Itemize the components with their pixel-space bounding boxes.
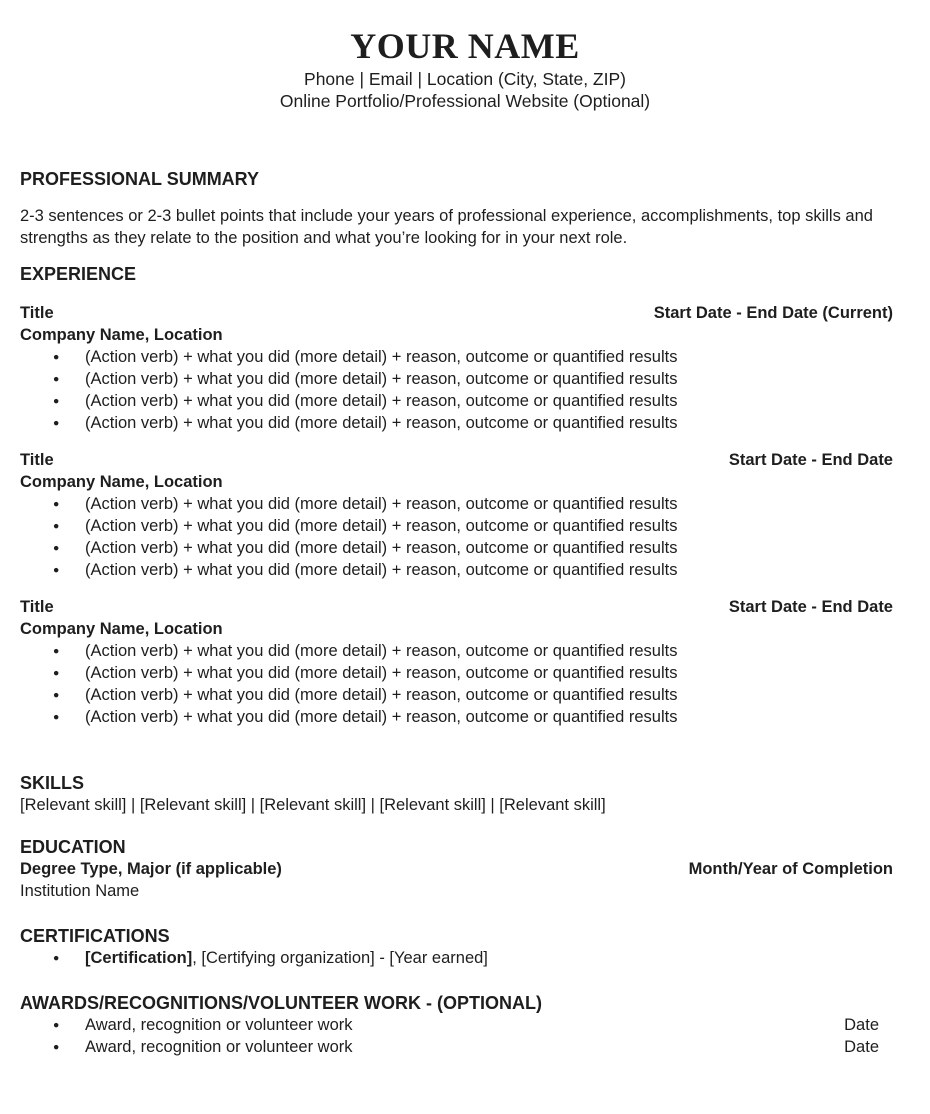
job-bullet-text: (Action verb) + what you did (more detail) + reason, outcome or quantified results <box>85 517 678 535</box>
bullet-icon: ● <box>53 417 60 429</box>
bullet-icon: ● <box>53 373 60 385</box>
job-bullet-list <box>20 346 893 434</box>
job-bullet-text: (Action verb) + what you did (more detail) + reason, outcome or quantified results <box>85 495 678 513</box>
job-bullet-text: (Action verb) + what you did (more detail) + reason, outcome or quantified results <box>85 686 678 704</box>
institution-name: Institution Name <box>20 882 140 900</box>
completion-date: Month/Year of Completion <box>688 860 893 878</box>
job-bullet <box>20 368 893 390</box>
degree-type: Degree Type, Major (if applicable) <box>20 860 282 878</box>
company-name: Company Name, Location <box>20 473 223 491</box>
resume-header <box>0 24 930 112</box>
experience-entry <box>20 596 893 728</box>
job-dates: Start Date - End Date (Current) <box>653 304 893 322</box>
award-text: Award, recognition or volunteer work <box>85 1016 353 1034</box>
certification-name: [Certification] <box>85 949 193 967</box>
skills-heading: SKILLS <box>20 773 85 793</box>
bullet-icon: ● <box>53 520 60 532</box>
job-dates: Start Date - End Date <box>728 451 893 469</box>
job-bullet-text: (Action verb) + what you did (more detail) + reason, outcome or quantified results <box>85 664 678 682</box>
bullet-icon: ● <box>53 351 60 363</box>
job-bullet-list <box>20 640 893 728</box>
summary-heading: PROFESSIONAL SUMMARY <box>20 169 260 189</box>
job-dates: Start Date - End Date <box>728 598 893 616</box>
bullet-icon: ● <box>53 1019 60 1031</box>
award-text: Award, recognition or volunteer work <box>85 1038 353 1056</box>
bullet-icon: ● <box>53 952 60 964</box>
contact-line: Phone | Email | Location (City, State, ZIP) <box>304 69 626 89</box>
job-bullet <box>20 493 893 515</box>
job-bullet <box>20 346 893 368</box>
section-education <box>20 836 893 902</box>
job-bullet-list <box>20 493 893 581</box>
education-heading: EDUCATION <box>20 837 126 857</box>
bullet-icon: ● <box>53 542 60 554</box>
job-bullet-text: (Action verb) + what you did (more detail) + reason, outcome or quantified results <box>85 414 678 432</box>
skills-list: [Relevant skill] | [Relevant skill] | [Relevant skill] | [Relevant skill] | [Relevant skill] <box>20 796 606 814</box>
experience-entry <box>20 449 893 581</box>
bullet-icon: ● <box>53 564 60 576</box>
certification-item <box>20 947 893 969</box>
job-bullet <box>20 412 893 434</box>
job-bullet-text: (Action verb) + what you did (more detail) + reason, outcome or quantified results <box>85 539 678 557</box>
job-bullet-text: (Action verb) + what you did (more detail) + reason, outcome or quantified results <box>85 561 678 579</box>
experience-entry <box>20 302 893 434</box>
job-bullet <box>20 640 893 662</box>
job-bullet-text: (Action verb) + what you did (more detail) + reason, outcome or quantified results <box>85 348 678 366</box>
section-experience <box>20 263 893 728</box>
award-item <box>20 1036 893 1058</box>
job-bullet <box>20 390 893 412</box>
award-list <box>20 1014 893 1058</box>
certification-list <box>20 947 893 969</box>
website-line: Online Portfolio/Professional Website (Optional) <box>279 91 651 111</box>
bullet-icon: ● <box>53 498 60 510</box>
job-bullet <box>20 662 893 684</box>
company-name: Company Name, Location <box>20 620 223 638</box>
bullet-icon: ● <box>53 1041 60 1053</box>
bullet-icon: ● <box>53 689 60 701</box>
company-name: Company Name, Location <box>20 326 223 344</box>
bullet-icon: ● <box>53 645 60 657</box>
candidate-name: YOUR NAME <box>350 26 580 66</box>
award-date: Date <box>844 1038 879 1056</box>
summary-body: 2-3 sentences or 2-3 bullet points that include your years of professional experience, accomplishments, top skills and strengths as they relate to the position and what you’re looking for in your next role. <box>20 207 873 247</box>
bullet-icon: ● <box>53 711 60 723</box>
award-item <box>20 1014 893 1036</box>
job-bullet <box>20 706 893 728</box>
job-title: Title <box>20 304 54 322</box>
bullet-icon: ● <box>53 395 60 407</box>
section-certifications <box>20 925 893 969</box>
section-professional-summary <box>20 168 893 249</box>
job-bullet <box>20 684 893 706</box>
awards-heading: AWARDS/RECOGNITIONS/VOLUNTEER WORK - (OPTIONAL) <box>20 993 542 1013</box>
job-bullet <box>20 537 893 559</box>
job-title: Title <box>20 598 54 616</box>
job-bullet-text: (Action verb) + what you did (more detail) + reason, outcome or quantified results <box>85 642 678 660</box>
experience-heading: EXPERIENCE <box>20 264 137 284</box>
job-title: Title <box>20 451 54 469</box>
job-bullet <box>20 559 893 581</box>
certification-detail: , [Certifying organization] - [Year earned] <box>192 949 488 967</box>
award-date: Date <box>844 1016 879 1034</box>
job-bullet <box>20 515 893 537</box>
job-bullet-text: (Action verb) + what you did (more detail) + reason, outcome or quantified results <box>85 392 678 410</box>
certifications-heading: CERTIFICATIONS <box>20 926 170 946</box>
job-bullet-text: (Action verb) + what you did (more detail) + reason, outcome or quantified results <box>85 708 678 726</box>
section-skills <box>20 772 893 816</box>
job-bullet-text: (Action verb) + what you did (more detail) + reason, outcome or quantified results <box>85 370 678 388</box>
section-awards <box>20 992 893 1058</box>
bullet-icon: ● <box>53 667 60 679</box>
